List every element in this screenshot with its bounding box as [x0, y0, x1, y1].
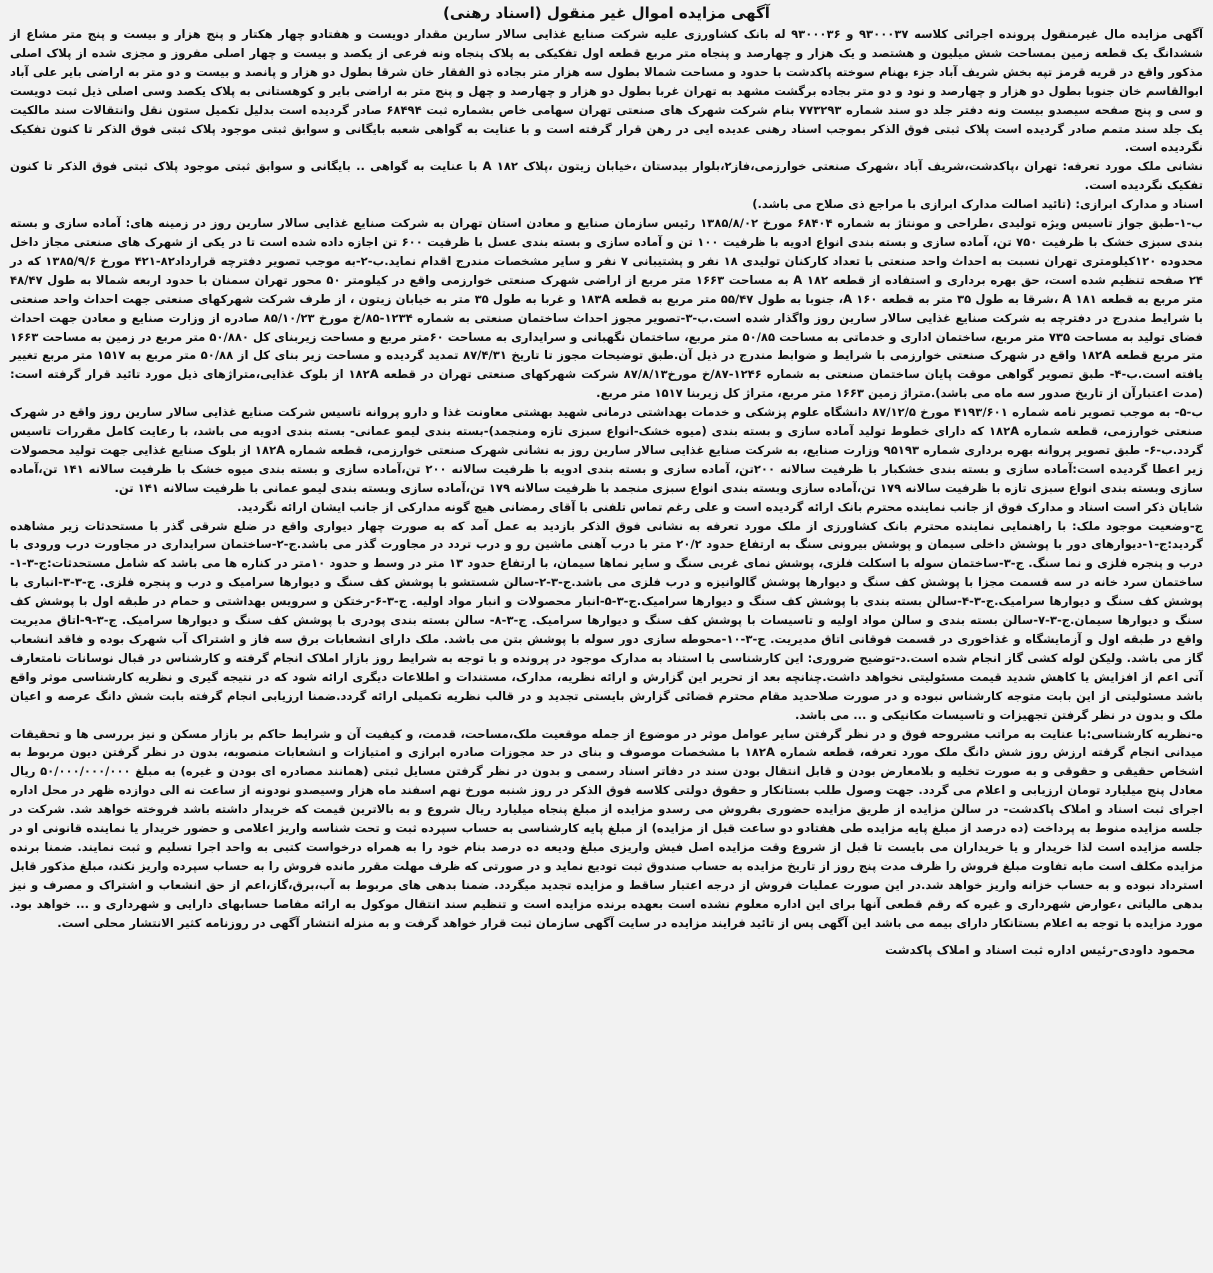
paragraph-note: شایان ذکر است اسناد و مدارک فوق از جانب نماینده محترم بانک ارائه گردیده است و علی رغم تماس تلفنی با آقای رمضانی هیچ گونه مدارکی از جانب ایشان ارائه نگردید. [237, 499, 1203, 514]
paragraph-expert-opinion: ه-نظریه کارشناسی:با عنایت به مراتب مشروحه فوق و در نظر گرفتن سایر عوامل موثر در موضوع از جمله موقعیت ملک،مساحت، قدمت، و کیفیت آن و شرایط حاکم بر بازار مسکن و نیز بررسی ها و تحقیقات میدانی انجام گرفته ارزش روز شش دانگ ملک مورد تعرفه، قطعه شماره ۱۸۲A با مشخصات موصوف و بنای در حد مجوزات صادره ابرازی و امتیازات و انشعابات منصوبه، بدون در نظر گرفتن دیون مربوط به اشخاص حقیقی و حقوقی و به صورت تخلیه و بلامعارض بودن و قابل انتقال بودن سند در دفاتر اسناد رسمی و بدون در نظر گرفتن مسایل ثبتی (همانند مصادره ای بودن و غیره) به مبلغ ۵۰/۰۰۰/۰۰۰/۰۰۰ ریال معادل پنج میلیارد تومان ارزیابی و اعلام می گردد. جهت وصول طلب بستانکار و حقوق دولتی کلاسه فوق الذکر در روز شنبه مورخ نهم اسفند ماه هزار وسیصدو نودونه از ساعت نه الی دوازده ظهر در محل اداره اجرای ثبت اسناد و املاک پاکدشت- در سالن مزایده از طریق مزایده حضوری بفروش می رسدو مزایده از مبلغ پنجاه میلیارد ریال شروع و به بالاترین قیمت که خریدار داشته باشد فروخته خواهد شد. شرکت در جلسه مزایده منوط به پرداخت (ده درصد از مبلغ پایه مزایده طی هفتادو دو ساعت قبل از مزایده) از مبلغ پایه کارشناسی به حساب سپرده ثبت و تحت شناسه واریز اعلامی و حضور خریدار یا نماینده قانونی او در جلسه مزایده است لذا خریدار و یا خریداران می بایست تا قبل از شروع وقت مزایده اصل فیش واریزی مبلغ ودیعه ده درصد بنام خود را به همراه درخواست کتبی به واحد اجرا تسلیم و ثبت نمایند. ضمنا برنده مزایده مکلف است مابه تفاوت مبلغ فروش را ظرف مدت پنج روز از تاریخ مزایده به حساب صندوق ثبت تودیع نماید و در صورتی که ظرف مهلت مقرر مانده فروش را به حساب سپرده واریز نکند، مبلغ مذکور قابل استرداد نبوده و به حساب خزانه واریز خواهد شد.در این صورت عملیات فروش از درجه اعتبار ساقط و مزایده تجدید میگردد. ضمنا بدهی های مربوط به آب،برق،گاز،اعم از حق انشعاب و اشتراک و مصرف و نیز بدهی مالیاتی ،عوارض شهرداری و غیره که رقم قطعی آنها برای این اداره معلوم نشده است بعهده برنده مزایده است و تنظیم سند انتقال موکول به ارائه مفاصا حسابهای دارایی و شهرداری و ... خواهد بود. مورد مزایده با توجه به اعلام بستانکار دارای بیمه می باشد این آگهی پس از تائید فرایند مزایده در سایت آگهی سازمان ثبت قرار خواهد گرفت و به منزله انتشار آگهی در روزنامه کثیر الانتشار محلی است. [10, 726, 1204, 930]
paragraph-intro: آگهی مزایده مال غیرمنقول پرونده اجرائی کلاسه ۹۳۰۰۰۳۷ و ۹۳۰۰۰۳۶ له بانک کشاورزی علیه شرکت صنایع غذایی سالار سارین مقدار دویست و هفتادو چهار هکتار و پنج هزار و بیست و پنج متر مشاع از ششدانگ یک قطعه زمین بمساحت شش میلیون و هشتصد و یک هزار و چهارصد و پنجاه متر مربع قطعه اول تفکیکی به پلاک پنجاه ونه فرعی از یکصد و بیست و چهار اصلی مفروز و مجزی شده از پلاک اصلی مذکور واقع در قریه قرمز تپه بخش شریف آباد جزء بهنام سوخته پاکدشت با حدود و مساحت شمالا بطول سه هزار متر بجاده ذو الفقار خان شرقا بطول دو هزار و پانصد و بیست و دو متر به اراضی بایر علی آباد ابوالقاسم خان جنوبا بطول دو هزار و چهارصد و نود و دو متر بجاده برگشت مشهد به تهران غربا بطول دو هزار و چهارصد و چهل و پنج متر به اراضی بایر و کوهستانی به پلاک یکصد وسی اصلی ذیل ثبت دویست و سی و پنج صفحه سیصدو بیست ونه دفتر جلد دو سند شماره ۷۷۳۲۹۳ بنام شرکت شهرک های صنعتی تهران سهامی خاص بشماره ثبت ۶۸۴۹۴ صادر گردیده است بدلیل تکمیل ستون نقل وانتقالات سند مالکیت یک جلد سند متمم صادر گردیده است پلاک ثبتی فوق الذکر بموجب اسناد رهنی عدیده ایی در رهن قرار گرفته است و با عنایت به گواهی شعبه بایگانی و سوابق ثبتی موجود پلاک ثبتی فوق الذکر تا کنون تفکیک نگردیده است. [10, 27, 1203, 155]
paragraph-documents-heading: اسناد و مدارک ابرازی: (تائید اصالت مدارک ابرازی با مراجع ذی صلاح می باشد.) [752, 197, 1203, 212]
signature: محمود داودی-رئیس اداره ثبت اسناد و املاک پاکدشت [885, 942, 1195, 957]
paragraph-property-status: ج-وضعیت موجود ملک: با راهنمایی نماینده محترم بانک کشاورزی از ملک مورد تعرفه به نشانی فوق الذکر بازدید به عمل آمد که به صورت چهار دیواری واقع در ضلع شرقی گذر با مستحدثات زیر مشاهده گردید:ج-۱-دیوارهای دور با پوشش داخلی سیمان و پوشش بیرونی سنگ به ارتفاع حدود ۲۰/۲ متر با درب آهنی ماشین رو و درب تردد در مجاورت گذر می باشد.ج-۲-ساختمان سرایداری در مجاورت درب ورودی با درب و پنجره فلزی و نما سنگ. ج-۳-ساختمان سوله با اسکلت فلزی، پوشش نمای غربی سنگ و سایر نماها سیمان، با ارتفاع حدود ۱۳ متر در وسط و حدود ۱۰متر در کناره ها می باشد که شامل مستحدثات:ج-۳-۱- ساختمان سرد خانه در سه قسمت مجزا با پوشش کف سنگ و دیوارها پوشش گالوانیزه و درب فلزی می باشد.ج-۳-۲-سالن شستشو با پوشش کف سنگ و دیوارها سرامیک و درب و پنجره فلزی. ج-۳-۳-انباری با پوشش کف سنگ و دیوارها سرامیک.ج-۳-۴-سالن بسته بندی با پوشش کف سنگ و دیوارها سرامیک.ج-۳-۵-انبار محصولات و انبار مواد اولیه. ج-۳-۶-رختکن و سرویس بهداشتی و حمام در طبقه اول با پوشش کف سنگ و دیوارها سیمان.ج-۳-۷-سالن بسته بندی و سالن مواد اولیه و تاسیسات با پوشش کف سنگ و دیوارها سرامیک. ج-۳-۸- سالن بسته بندی پودری با پوشش کف سنگ و دیوارها سرامیک. ج-۳-۹-اتاق مدیریت واقع در طبقه اول و آزمایشگاه و غذاخوری در قسمت فوقانی اتاق مدیریت. ج-۳-۱۰-محوطه سازی دور سوله با پوشش بتن می باشد. ملک دارای انشعابات برق سه فاز و اشتراک آب شهرک بوده و فاقد انشعاب گاز می باشد. ولیکن لوله کشی گاز انجام شده است.د-توضیح ضروری: این کارشناسی با استناد به مدارک موجود در پرونده و با توجه به شرایط روز بازار املاک انجام گرفته و کارشناس در قبال نوسانات نامتعارف آتی اعم از افزایش یا کاهش شدید قیمت مسئولیتی نخواهد داشت.چنانچه بعد از تحریر این گزارش و ارائه نظریه، مدارک، مستندات و اطلاعات دیگری ارائه شود که در نتیجه گیری و نظریه کارشناسی موثر واقع باشد مسئولیتی از این بابت متوجه کارشناس نبوده و در صورت صلاحدید مقام محترم قضائی گزارش بایستی تجدید و در قالب نظریه تکمیلی ارائه گردد.ضمنا ارزیابی انجام گرفته بابت شش دانگ عرصه و اعیان ملک و بدون در نظر گرفتن تجهیزات و تاسیسات مکانیکی و ... می باشد. [10, 518, 1204, 722]
notice-body [10, 25, 1203, 933]
paragraph-permits: ب-۱-طبق جواز تاسیس ویژه تولیدی ،طراحی و مونتاژ به شماره ۶۸۴۰۴ مورخ ۱۳۸۵/۸/۰۲ رئیس سازمان صنایع و معادن استان تهران به شرکت صنایع غذایی سالار سارین روز در زمینه های: آماده سازی و بسته بندی سبزی خشک با ظرفیت ۷۵۰ تن، آماده سازی و بسته بندی انواع ادویه با ظرفیت ۱۰۰ تن و آماده سازی و بسته بندی عسل با ظرفیت ۶۰۰ تن اجازه داده شده است تا در یکی از شهرک های صنعتی مجاز داخل محدوده ۱۲۰کیلومتری تهران نسبت به احداث واحد صنعتی با تعداد کارکنان تولیدی ۱۸ نفر و پشتیبانی ۷ نفر و سایر مشخصات مندرج اقدام نماید.ب-۲-به موجب تصویر دفترچه قرارداد۸۲-۴۲۱ مورخ ۱۳۸۵/۹/۶ که در ۲۴ صفحه تنظیم شده است، حق بهره برداری و استفاده از قطعه ۱۸۲ A به مساحت ۱۶۶۳ متر مربع از اراضی شهرک صنعتی خوارزمی واقع در کیلومتر ۵۰ محور تهران سمنان با حدود اربعه شمالا به طول ۴۸/۴۷ متر مربع به قطعه ۱۸۱ A ،شرقا به طول ۳۵ متر به قطعه ۱۶۰ A، جنوبا به طول ۵۵/۴۷ متر مربع به قطعه ۱۸۳A و غربا به طول ۳۵ متر به خیابان زیتون ، از طرف شرکت شهرکهای صنعتی جهت احداث واحد صنعتی با شرایط مندرج در دفترچه به شرکت صنایع غذایی سالار سارین روز واگذار شده است.ب-۳-تصویر مجوز احداث ساختمان صنعتی به شماره ۱۲۳۴-۸۵/خ مورخ ۸۵/۱۰/۲۳ صادره از وزارت صنایع و معادن جهت احداث فضای تولید به مساحت ۷۳۵ متر مربع، ساختمان اداری و خدماتی به مساحت ۵۰/۸۵ متر مربع، ساختمان نگهبانی و سرایداری به مساحت ۶۰متر مربع و مساحت زیربنای کل ۵۰/۸۸۰ متر مربع در زمین به مساحت ۱۶۶۳ متر مربع قطعه ۱۸۲A واقع در شهرک صنعتی خوارزمی با شرایط و ضوابط مندرج در ذیل آن.طبق توضیحات مجوز تا تاریخ ۸۷/۴/۳۱ تمدید گردیده و مساحت زیر بنای کل از ۵۰/۸۸ متر مربع به ۱۵۱۷ متر مربع تغییر یافته است.ب-۴- طبق تصویر گواهی موقت پایان ساختمان صنعتی به شماره ۱۲۴۶-۸۷/خ مورخ۸۷/۸/۱۳ شرکت شهرکهای صنعتی تهران در قطعه ۱۸۲A از بلوک غذایی،متراژهای ذیل مورد تائید قرار گرفته است: (مدت اعتبارآن از تاریخ صدور سه ماه می باشد).متراژ زمین ۱۶۶۳ متر مربع، متراژ کل زیربنا ۱۵۱۷ متر مربع. [10, 216, 1204, 401]
paragraph-address: نشانی ملک مورد تعرفه: تهران ،پاکدشت،شریف آباد ،شهرک صنعتی خوارزمی،فاز۲،بلوار بیدستان ،خیابان زیتون ،پلاک ۱۸۲ A با عنایت به گواهی .. بایگانی و سوابق ثبتی موجود پلاک ثبتی فوق الذکر تا کنون تفکیک نگردیده است. [10, 159, 1203, 193]
notice-title: آگهی مزایده اموال غیر منقول (اسناد رهنی) [443, 4, 770, 22]
paragraph-licenses: ب-۵- به موجب تصویر نامه شماره ۴۱۹۳/۶۰۱ مورخ ۸۷/۱۲/۵ دانشگاه علوم پزشکی و خدمات بهداشتی درمانی شهید بهشتی معاونت غذا و دارو پروانه تاسیس شرکت صنایع غذایی سالار سارین روز واقع در شهرک صنعتی خوارزمی، قطعه شماره ۱۸۲A که دارای خطوط تولید آماده سازی و بسته بندی (میوه خشک-انواع سبزی تازه ومنجمد)-بسته بندی لیمو عمانی- بسته بندی ادویه می باشد، با رعایت کامل مقررات تاسیس گردد.ب-۶- طبق تصویر پروانه بهره برداری شماره ۹۵۱۹۳ وزارت صنایع، به شرکت صنایع غذایی سالار سارین روز به نشانی شهرک صنعتی خوارزمی، قطعه شماره ۱۸۲A از بلوک صنایع غذایی جهت تولید محصولات زیر اعطا گردیده است:آماده سازی و بسته بندی خشکبار با ظرفیت سالانه ۲۰۰تن، آماده سازی و بسته بندی ادویه با ظرفیت سالانه ۲۰۰ تن،آماده سازی و بسته بندی میوه خشک با ظرفیت سالانه ۱۴۱ تن،آماده سازی وبسته بندی انواع سبزی تازه با ظرفیت سالانه ۱۷۹ تن،آماده سازی وبسته بندی انواع سبزی منجمد با ظرفیت سالانه ۱۷۹ تن،آماده سازی وبسته بندی لیمو عمانی با ظرفیت سالانه ۱۴۱ تن. [10, 405, 1204, 495]
